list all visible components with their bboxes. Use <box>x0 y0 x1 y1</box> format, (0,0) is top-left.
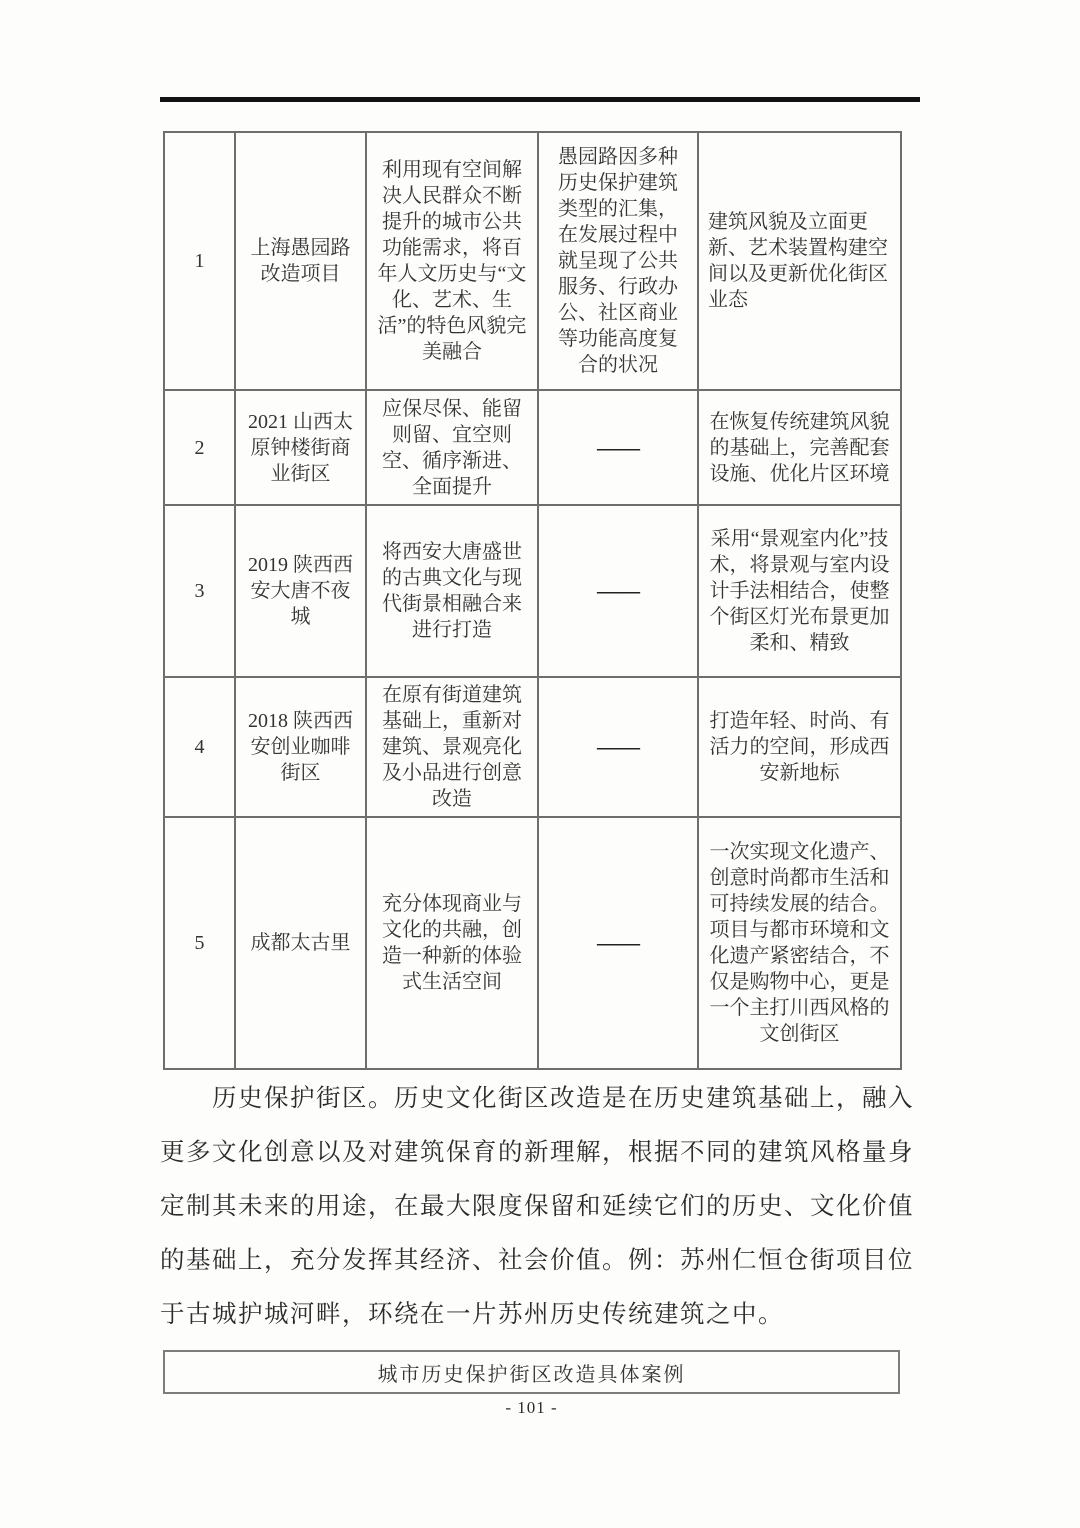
caption-box <box>163 1350 900 1394</box>
row-number-cell: 5 <box>164 817 235 1069</box>
outcome-cell: 采用“景观室内化”技术，将景观与室内设计手法相结合，使整个街区灯光布景更加柔和、精致 <box>698 505 901 677</box>
caption-text: 城市历史保护街区改造具体案例 <box>377 1363 686 1386</box>
outcome-cell: 建筑风貌及立面更新、艺术装置构建空间以及更新优化街区业态 <box>698 132 901 390</box>
paragraph-line: 更多文化创意以及对建筑保育的新理解，根据不同的建筑风格量身 <box>160 1139 914 1166</box>
table-row <box>164 505 901 677</box>
paragraph-line: 于古城护城河畔，环绕在一片苏州历史传统建筑之中。 <box>160 1301 784 1328</box>
outcome-cell: 在恢复传统建筑风貌的基础上，完善配套设施、优化片区环境 <box>698 390 901 505</box>
table-row <box>164 390 901 505</box>
project-name-cell: 2021 山西太原钟楼街商业街区 <box>235 390 366 505</box>
project-name-cell: 2019 陕西西安大唐不夜城 <box>235 505 366 677</box>
outcome-cell: 打造年轻、时尚、有活力的空间，形成西安新地标 <box>698 677 901 817</box>
page-number: - 101 - <box>505 1398 558 1417</box>
background-cell: —— <box>538 677 698 817</box>
row-number-cell: 4 <box>164 677 235 817</box>
approach-cell: 在原有街道建筑基础上，重新对建筑、景观亮化及小品进行创意改造 <box>366 677 538 817</box>
paragraph-line: 定制其未来的用途，在最大限度保留和延续它们的历史、文化价值 <box>160 1193 914 1220</box>
paragraph-line: 的基础上，充分发挥其经济、社会价值。例：苏州仁恒仓街项目位 <box>160 1247 914 1274</box>
background-cell: —— <box>538 505 698 677</box>
table-row <box>164 677 901 817</box>
body-paragraph <box>160 1072 938 1342</box>
header-rule <box>160 97 920 102</box>
background-cell: 愚园路因多种历史保护建筑类型的汇集，在发展过程中就呈现了公共服务、行政办公、社区商业等功能高度复合的状况 <box>538 132 698 390</box>
approach-cell: 应保尽保、能留则留、宜空则空、循序渐进、全面提升 <box>366 390 538 505</box>
project-name-cell: 成都太古里 <box>235 817 366 1069</box>
projects-table <box>163 131 902 1070</box>
paragraph-line: 历史保护街区。历史文化街区改造是在历史建筑基础上，融入 <box>212 1085 914 1112</box>
approach-cell: 将西安大唐盛世的古典文化与现代街景相融合来进行打造 <box>366 505 538 677</box>
background-cell: —— <box>538 817 698 1069</box>
approach-cell: 利用现有空间解决人民群众不断提升的城市公共功能需求，将百年人文历史与“文化、艺术、生活”的特色风貌完美融合 <box>366 132 538 390</box>
project-name-cell: 上海愚园路改造项目 <box>235 132 366 390</box>
table-row <box>164 817 901 1069</box>
project-name-cell: 2018 陕西西安创业咖啡街区 <box>235 677 366 817</box>
row-number-cell: 3 <box>164 505 235 677</box>
table-row <box>164 132 901 390</box>
row-number-cell: 2 <box>164 390 235 505</box>
row-number-cell: 1 <box>164 132 235 390</box>
outcome-cell: 一次实现文化遗产、创意时尚都市生活和可持续发展的结合。项目与都市环境和文化遗产紧密结合，不仅是购物中心，更是一个主打川西风格的文创街区 <box>698 817 901 1069</box>
approach-cell: 充分体现商业与文化的共融，创造一种新的体验式生活空间 <box>366 817 538 1069</box>
background-cell: —— <box>538 390 698 505</box>
